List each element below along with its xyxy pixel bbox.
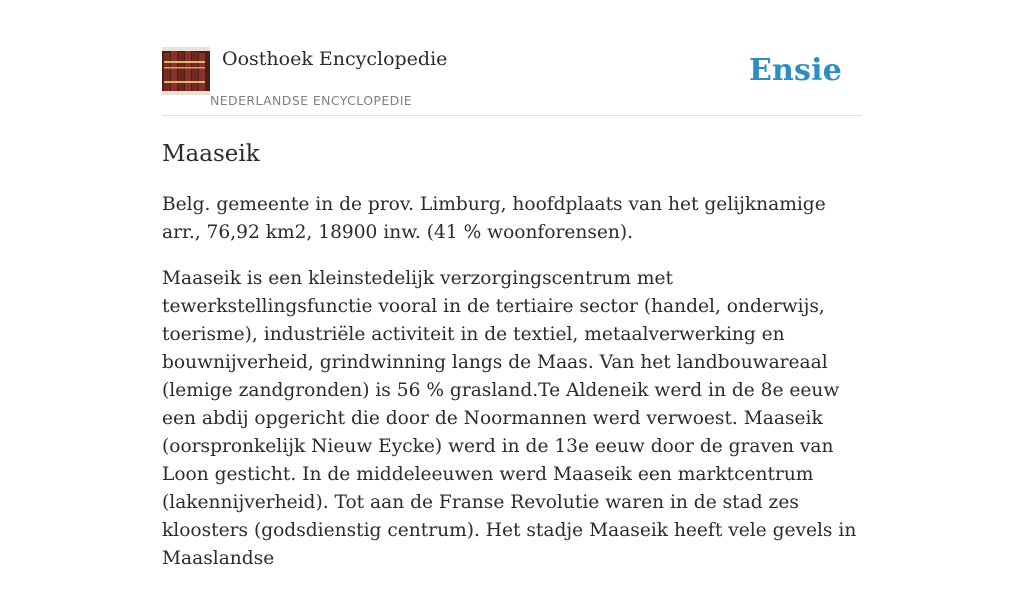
source-title[interactable]: Oosthoek Encyclopedie (222, 48, 448, 70)
article-paragraph: Maaseik is een kleinstedelijk verzorgingscentrum met tewerkstellingsfunctie vooral in de tertiaire sector (handel, onderwijs, toerisme), industriële activiteit in de textiel, metaalverwerking en bouwnijverheid, grindwinning langs de Maas. Van het landbouwareaal (lemige zandgronden) is 56 % grasland.Te Aldeneik werd in de 8e eeuw een abdij opgericht die door de Noormannen werd verwoest. Maaseik (oorspronkelijk Nieuw Eycke) werd in de 13e eeuw door de graven van Loon gesticht. In de middeleeuwen werd Maaseik een marktcentrum (lakennijverheid). Tot aan de Franse Revolutie waren in de stad zes kloosters (godsdienstig centrum). Het stadje Maaseik heeft vele gevels in Maaslandse (162, 268, 857, 569)
article-paragraph: Belg. gemeente in de prov. Limburg, hoofdplaats van het gelijknamige arr., 76,92 km2, 18900 inw. (41 % woonforensen). (162, 194, 826, 243)
article (162, 138, 862, 591)
source-subtitle: NEDERLANDSE ENCYCLOPEDIE (210, 93, 413, 108)
ensie-logo[interactable]: Ensie (748, 53, 842, 88)
encyclopedia-books-icon[interactable] (162, 47, 210, 95)
header-divider (162, 115, 862, 116)
source-header (162, 47, 862, 115)
article-title: Maaseik (162, 141, 260, 167)
